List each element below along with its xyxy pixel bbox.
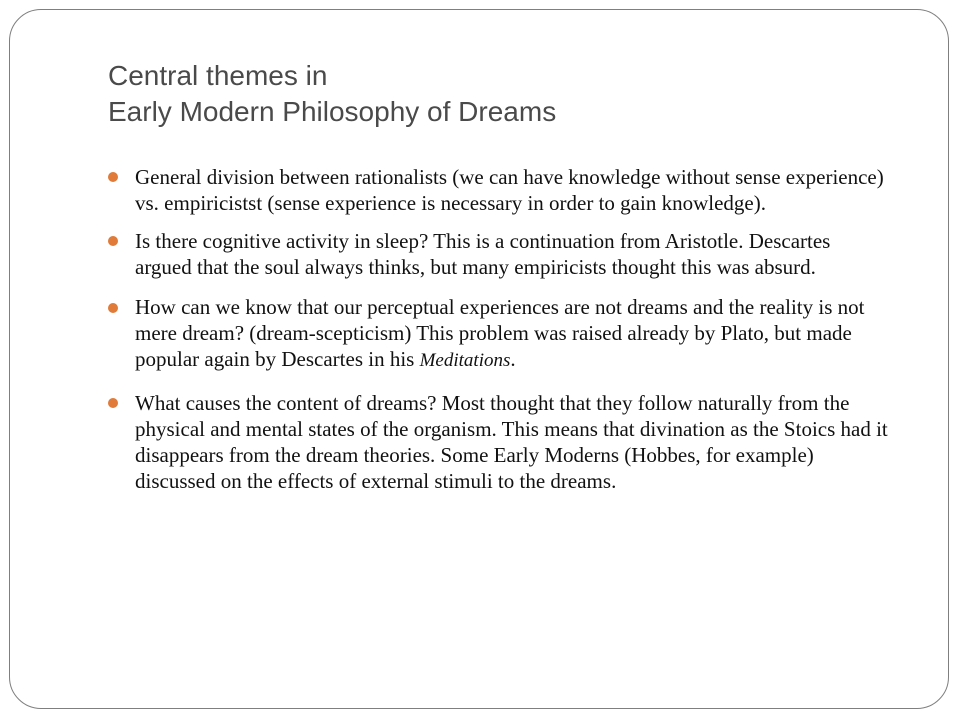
bullet-item <box>108 390 888 494</box>
bullet-dot-icon <box>108 236 118 246</box>
bullet-dot-icon <box>108 172 118 182</box>
bullet-suffix: . <box>510 347 516 371</box>
bullet-italic-text: Meditations <box>419 350 511 371</box>
bullet-text: Is there cognitive activity in sleep? This is a continuation from Aristotle. Descartes argued that the soul always thinks, but many empiricists thought this was absurd. <box>135 229 831 279</box>
title-line-1: Central themes in <box>108 60 328 91</box>
bullet-text: What causes the content of dreams? Most thought that they follow naturally from the physical and mental states of the organism. This means that divination as the Stoics had it disappears from the dream theories. Some Early Moderns (Hobbes, for example) discussed on the effects of external stimuli to the dreams. <box>135 391 888 493</box>
bullet-item <box>108 164 888 216</box>
bullet-text: How can we know that our perceptual experiences are not dreams and the reality is not mere dream? (dream-scepticism) This problem was raised already by Plato, but made popular again by Descartes in his <box>135 295 865 371</box>
slide-title <box>108 58 908 130</box>
bullet-dot-icon <box>108 303 118 313</box>
title-line-2: Early Modern Philosophy of Dreams <box>108 96 557 127</box>
bullet-list <box>108 164 888 506</box>
bullet-text: General division between rationalists (we can have knowledge without sense experience) vs. empiricistst (sense experience is necessary in order to gain knowledge). <box>135 165 884 215</box>
bullet-item <box>108 228 888 280</box>
bullet-item <box>108 294 888 374</box>
bullet-dot-icon <box>108 398 118 408</box>
